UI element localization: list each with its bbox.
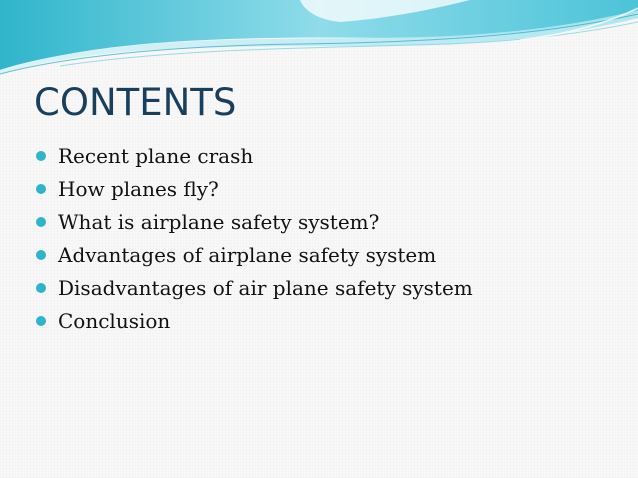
- list-item: [36, 238, 473, 271]
- slide-title: CONTENTS: [34, 81, 237, 124]
- bullet-list: [36, 139, 473, 337]
- bullet-text: Conclusion: [58, 308, 171, 333]
- bullet-text: What is airplane safety system?: [58, 209, 380, 234]
- bullet-dot-icon: [36, 316, 46, 326]
- bullet-dot-icon: [36, 217, 46, 227]
- bullet-dot-icon: [36, 184, 46, 194]
- bullet-dot-icon: [36, 250, 46, 260]
- header-wave-decoration: [0, 0, 638, 80]
- list-item: [36, 271, 473, 304]
- bullet-text: How planes fly?: [58, 176, 219, 201]
- bullet-text: Advantages of airplane safety system: [58, 242, 437, 267]
- list-item: [36, 139, 473, 172]
- list-item: [36, 205, 473, 238]
- bullet-text: Recent plane crash: [58, 143, 254, 168]
- bullet-dot-icon: [36, 283, 46, 293]
- bullet-dot-icon: [36, 151, 46, 161]
- bullet-text: Disadvantages of air plane safety system: [58, 275, 473, 300]
- list-item: [36, 304, 473, 337]
- list-item: [36, 172, 473, 205]
